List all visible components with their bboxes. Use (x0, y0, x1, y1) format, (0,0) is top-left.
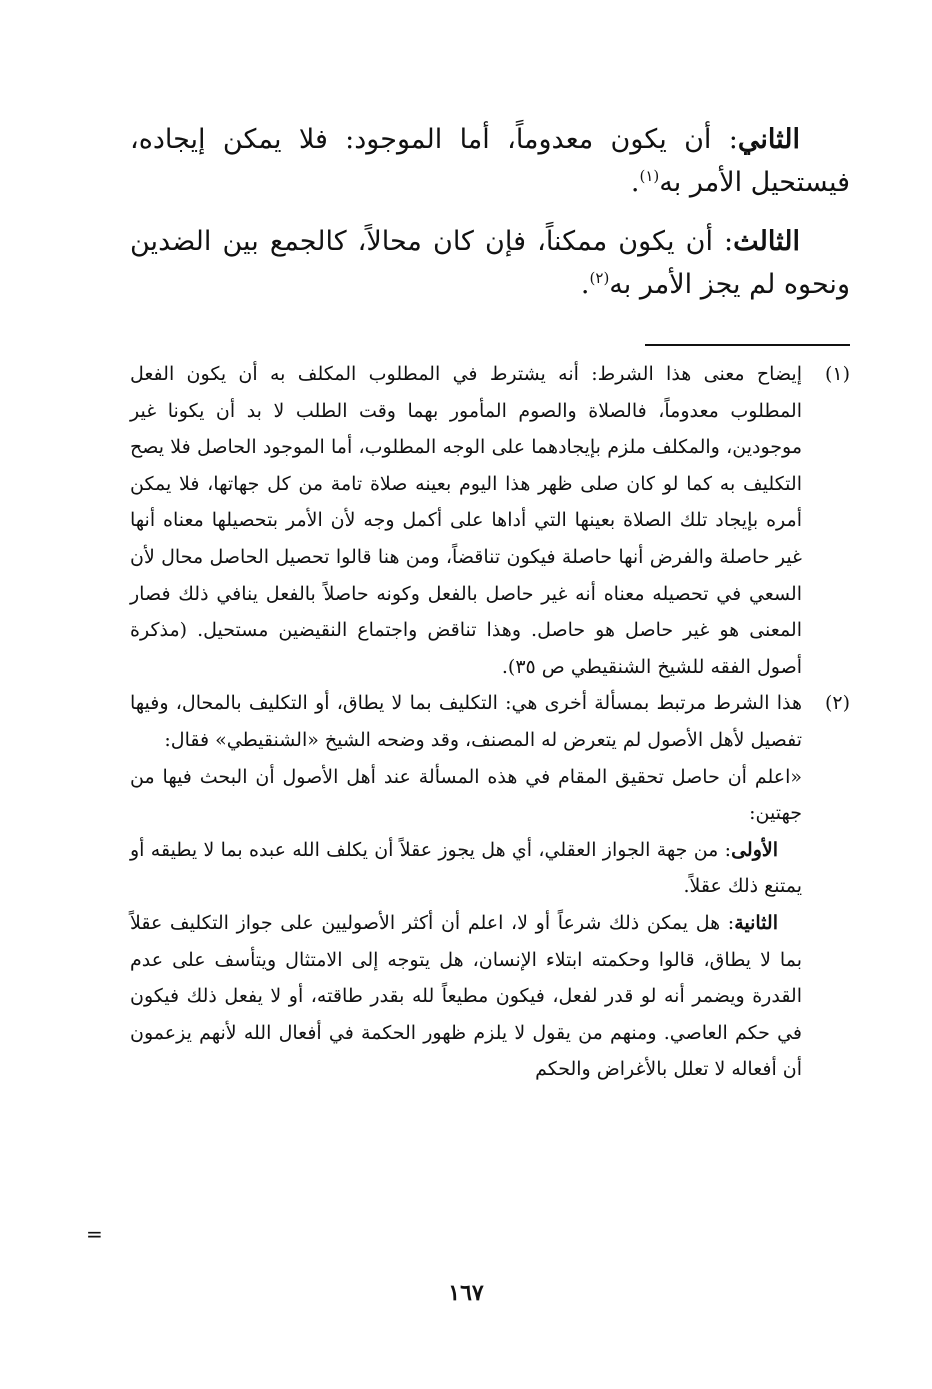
footnote-2-quote: «اعلم أن حاصل تحقيق المقام في هذه المسألة عند أهل الأصول أن البحث فيها من جهتين: (130, 765, 802, 825)
footnote-divider (645, 344, 850, 346)
condition-third-label: الثالث (733, 226, 800, 257)
condition-third-end: . (580, 269, 590, 300)
footnote-2-first-aspect (130, 832, 802, 905)
footnote-1 (130, 356, 850, 685)
first-aspect-label: الأولى (731, 838, 778, 861)
footnote-2-second-aspect (130, 905, 802, 1088)
footnote-ref-1: (١) (639, 167, 660, 185)
footnote-ref-2: (٢) (589, 269, 610, 287)
condition-second-label: الثاني (737, 124, 800, 155)
footnote-2 (130, 685, 850, 1088)
continuation-mark: = (86, 1222, 103, 1246)
condition-third-text: : أن يكون ممكناً، فإن كان محالاً، كالجمع بين الضدين ونحوه لم يجز الأمر به (130, 226, 850, 300)
condition-second-end: . (630, 167, 640, 198)
second-aspect-text: : هل يمكن ذلك شرعاً أو لا، اعلم أن أكثر الأصوليين على جواز التكليف عقلاً بما لا يطاق، قالوا وحكمته ابتلاء الإنسان، هل يتوجه إلى الامتثال ويتأسف على عدم القدرة ويضمر أنه لو قدر لفعل، فيكون مطيعاً لله بقدر طاقته، أو لا يفعل ذلك فيكون في حكم العاصي. ومنهم من يقول لا يلزم ظهور الحكمة في أفعال الله لأنهم يزعمون أن أفعاله لا تعلل بالأغراض والحكم (130, 911, 802, 1081)
second-aspect-label: الثانية (734, 911, 778, 934)
main-text (130, 118, 850, 322)
first-aspect-text: : من جهة الجواز العقلي، أي هل يجوز عقلاً أن يكلف الله عبده بما لا يطيقه أو يمتنع ذلك عقلاً. (130, 838, 802, 898)
footnote-2-text: هذا الشرط مرتبط بمسألة أخرى هي: التكليف بما لا يطاق، أو التكليف بالمحال، وفيها تفصيل لأهل الأصول لم يتعرض له المصنف، وقد وضحه الشيخ «الشنقيطي» فقال: (130, 692, 802, 751)
footnote-1-number: (١) (824, 363, 850, 385)
footnotes (130, 356, 850, 1088)
page-number: ١٦٧ (448, 1280, 484, 1306)
condition-second-paragraph (130, 118, 850, 204)
condition-second-text: : أن يكون معدوماً، أما الموجود: فلا يمكن إيجاده، فيستحيل الأمر به (130, 124, 850, 198)
condition-third-paragraph (130, 220, 850, 306)
footnote-2-number: (٢) (824, 692, 850, 715)
footnote-1-text: إيضاح معنى هذا الشرط: أنه يشترط في المطلوب المكلف به أن يكون الفعل المطلوب معدوماً، فالصلاة والصوم المأمور بهما وقت الطلب لا بد أن يكونا غير موجودين، والمكلف ملزم بإيجادهما على الوجه المطلوب، أما الموجود الحاصل فلا يصح التكليف به كما لو كان صلى ظهر هذا اليوم بعينه صلاة تامة من كل جهاتها، فلا يمكن أمره بإيجاد تلك الصلاة بعينها التي أداها على أكمل وجه لأن الأمر بتحصيلها معناه أنها غير حاصلة والفرض أنها حاصلة فيكون تناقضاً، ومن هنا قالوا تحصيل الحاصل محال لأن السعي في تحصيله معناه أنه غير حاصل بالفعل وكونه حاصلاً بالفعل ينافي ذلك فصار المعنى هو غير حاصل هو حاصل. وهذا تناقض واجتماع النقيضين مستحيل. (مذكرة أصول الفقه للشيخ الشنقيطي ص ٣٥). (130, 363, 802, 678)
